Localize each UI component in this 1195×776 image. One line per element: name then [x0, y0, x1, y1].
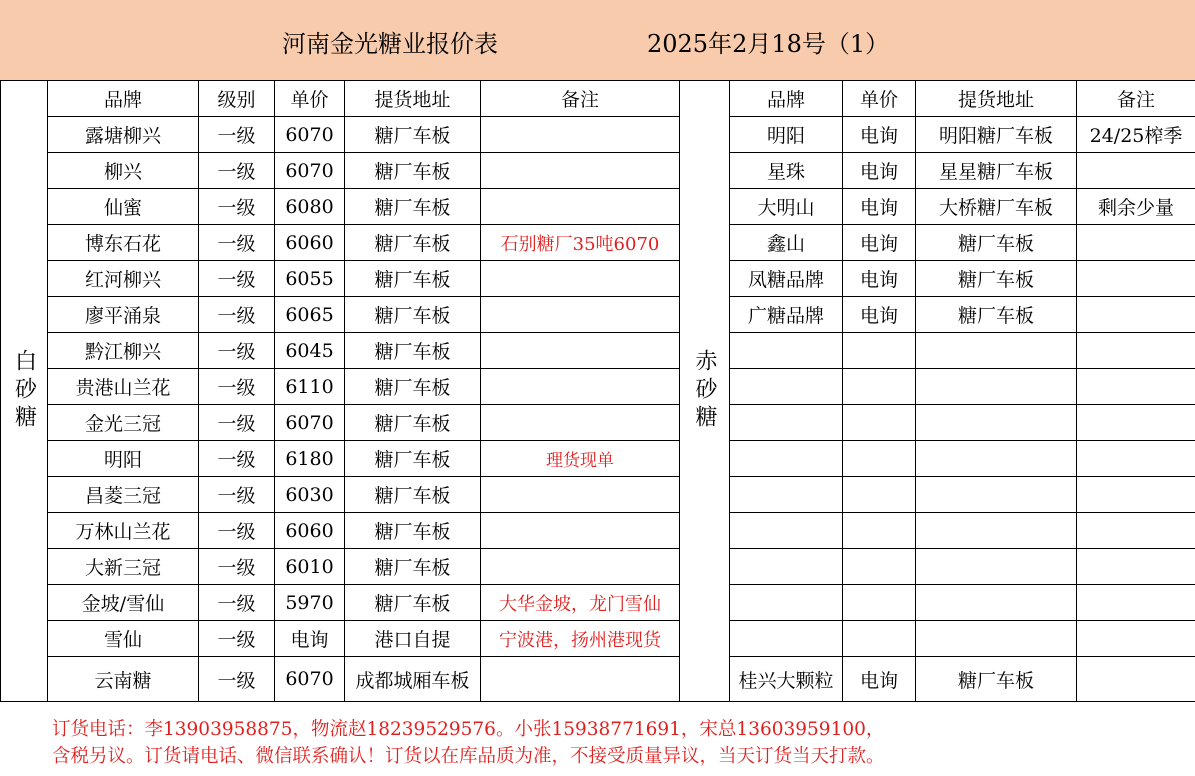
table-row: [1, 261, 1195, 297]
table-row: [1, 513, 1195, 549]
white-price: 6080: [275, 189, 345, 225]
white-grade: 一级: [199, 297, 275, 333]
table-row: [1, 405, 1195, 441]
right-header-3: 备注: [1077, 81, 1195, 117]
white-note: 理货现单: [481, 441, 680, 477]
white-pickup: 糖厂车板: [345, 549, 481, 585]
white-pickup: 糖厂车板: [345, 369, 481, 405]
white-pickup: 糖厂车板: [345, 333, 481, 369]
white-note: [481, 333, 680, 369]
red-note: [1077, 153, 1195, 189]
red-price: 电询: [843, 117, 916, 153]
white-brand: 柳兴: [48, 153, 199, 189]
white-brand: 红河柳兴: [48, 261, 199, 297]
red-brand: [730, 477, 843, 513]
red-pickup: 糖厂车板: [916, 297, 1077, 333]
red-note: [1077, 369, 1195, 405]
red-brand: 广糖品牌: [730, 297, 843, 333]
red-price: 电询: [843, 153, 916, 189]
white-note: [481, 405, 680, 441]
red-pickup: [916, 441, 1077, 477]
white-pickup: 糖厂车板: [345, 261, 481, 297]
white-price: 6060: [275, 513, 345, 549]
white-grade: 一级: [199, 117, 275, 153]
red-price: [843, 621, 916, 657]
white-grade: 一级: [199, 189, 275, 225]
red-pickup: 糖厂车板: [916, 261, 1077, 297]
white-pickup: 糖厂车板: [345, 153, 481, 189]
red-pickup: [916, 477, 1077, 513]
red-note: [1077, 441, 1195, 477]
white-grade: 一级: [199, 405, 275, 441]
red-pickup: [916, 621, 1077, 657]
red-brand: 大明山: [730, 189, 843, 225]
white-brand: 金光三冠: [48, 405, 199, 441]
white-note: [481, 477, 680, 513]
white-grade: 一级: [199, 657, 275, 702]
white-grade: 一级: [199, 225, 275, 261]
white-note: 石别糖厂35吨6070: [481, 225, 680, 261]
white-grade: 一级: [199, 513, 275, 549]
red-pickup: 糖厂车板: [916, 657, 1077, 702]
table-row: [1, 585, 1195, 621]
red-note: [1077, 405, 1195, 441]
red-note: [1077, 261, 1195, 297]
red-note: [1077, 621, 1195, 657]
white-pickup: 糖厂车板: [345, 117, 481, 153]
table-row: [1, 441, 1195, 477]
white-note: [481, 513, 680, 549]
red-pickup: [916, 513, 1077, 549]
footer-line-1: 订货电话：李13903958875，物流赵18239529576。小张15938771691，宋总13603959100，: [52, 719, 885, 740]
left-header-2: 单价: [275, 81, 345, 117]
table-row: [1, 189, 1195, 225]
red-brand: 明阳: [730, 117, 843, 153]
white-note: [481, 549, 680, 585]
white-brand: 明阳: [48, 441, 199, 477]
white-price: 电询: [275, 621, 345, 657]
red-price: [843, 405, 916, 441]
white-pickup: 糖厂车板: [345, 477, 481, 513]
white-grade: 一级: [199, 261, 275, 297]
red-brand: 凤糖品牌: [730, 261, 843, 297]
red-brand: [730, 405, 843, 441]
table-row: [1, 621, 1195, 657]
red-pickup: [916, 333, 1077, 369]
white-brand: 雪仙: [48, 621, 199, 657]
table-row: [1, 549, 1195, 585]
red-brand: 鑫山: [730, 225, 843, 261]
red-brand: [730, 621, 843, 657]
red-brand: [730, 369, 843, 405]
red-price: 电询: [843, 657, 916, 702]
white-grade: 一级: [199, 477, 275, 513]
red-note: [1077, 477, 1195, 513]
white-note: [481, 369, 680, 405]
white-price: 6070: [275, 657, 345, 702]
white-price: 6010: [275, 549, 345, 585]
white-pickup: 糖厂车板: [345, 441, 481, 477]
white-price: 6055: [275, 261, 345, 297]
left-header-0: 品牌: [48, 81, 199, 117]
red-price: [843, 369, 916, 405]
white-pickup: 糖厂车板: [345, 297, 481, 333]
white-note: [481, 297, 680, 333]
red-pickup: 糖厂车板: [916, 225, 1077, 261]
white-pickup: 糖厂车板: [345, 585, 481, 621]
left-header-1: 级别: [199, 81, 275, 117]
right-header-0: 品牌: [730, 81, 843, 117]
left-header-3: 提货地址: [345, 81, 481, 117]
red-pickup: 明阳糖厂车板: [916, 117, 1077, 153]
red-brand: [730, 333, 843, 369]
white-brand: 廖平涌泉: [48, 297, 199, 333]
title-bar: [0, 0, 1195, 81]
red-note: [1077, 549, 1195, 585]
white-price: 6045: [275, 333, 345, 369]
red-price: [843, 477, 916, 513]
white-price: 6070: [275, 405, 345, 441]
white-pickup: 成都城厢车板: [345, 657, 481, 702]
white-pickup: 港口自提: [345, 621, 481, 657]
white-price: 6070: [275, 153, 345, 189]
red-price: 电询: [843, 261, 916, 297]
red-price: [843, 333, 916, 369]
red-note: 24/25榨季: [1077, 117, 1195, 153]
red-price: 电询: [843, 297, 916, 333]
red-brand: [730, 441, 843, 477]
red-brand: [730, 513, 843, 549]
red-price: [843, 585, 916, 621]
white-brand: 仙蜜: [48, 189, 199, 225]
white-pickup: 糖厂车板: [345, 225, 481, 261]
page-title: 河南金光糖业报价表: [282, 30, 498, 58]
red-pickup: [916, 405, 1077, 441]
white-brand: 万林山兰花: [48, 513, 199, 549]
red-note: [1077, 513, 1195, 549]
table-row: [1, 657, 1195, 702]
white-price: 5970: [275, 585, 345, 621]
right-header-2: 提货地址: [916, 81, 1077, 117]
white-pickup: 糖厂车板: [345, 405, 481, 441]
white-grade: 一级: [199, 369, 275, 405]
red-note: 剩余少量: [1077, 189, 1195, 225]
white-price: 6030: [275, 477, 345, 513]
white-note: [481, 153, 680, 189]
white-brand: 大新三冠: [48, 549, 199, 585]
table-row: [1, 225, 1195, 261]
white-grade: 一级: [199, 585, 275, 621]
red-note: [1077, 297, 1195, 333]
white-brand: 露塘柳兴: [48, 117, 199, 153]
red-pickup: [916, 585, 1077, 621]
white-price: 6065: [275, 297, 345, 333]
white-price: 6060: [275, 225, 345, 261]
red-price: [843, 549, 916, 585]
red-brand: [730, 549, 843, 585]
white-note: 大华金坡，龙门雪仙: [481, 585, 680, 621]
white-grade: 一级: [199, 153, 275, 189]
left-header-4: 备注: [481, 81, 680, 117]
red-price: [843, 441, 916, 477]
white-pickup: 糖厂车板: [345, 513, 481, 549]
white-note: 宁波港，扬州港现货: [481, 621, 680, 657]
table-row: [1, 333, 1195, 369]
footer-line-2: 含税另议。订货请电话、微信联系确认！订货以在库品质为准，不接受质量异议，当天订货当天打款。: [52, 746, 885, 767]
red-pickup: [916, 369, 1077, 405]
white-brand: 黔江柳兴: [48, 333, 199, 369]
red-note: [1077, 657, 1195, 702]
table-row: [1, 369, 1195, 405]
white-brand: 博东石花: [48, 225, 199, 261]
white-brand: 金坡/雪仙: [48, 585, 199, 621]
white-note: [481, 261, 680, 297]
red-brand: [730, 585, 843, 621]
white-brand: 贵港山兰花: [48, 369, 199, 405]
white-grade: 一级: [199, 621, 275, 657]
right-header-1: 单价: [843, 81, 916, 117]
table-row: [1, 153, 1195, 189]
white-grade: 一级: [199, 441, 275, 477]
red-price: 电询: [843, 225, 916, 261]
price-table: [0, 80, 1195, 702]
red-price: [843, 513, 916, 549]
table-row: [1, 297, 1195, 333]
white-brand: 云南糖: [48, 657, 199, 702]
red-brand: 桂兴大颗粒: [730, 657, 843, 702]
white-price: 6180: [275, 441, 345, 477]
header-row: [1, 81, 1195, 117]
white-grade: 一级: [199, 549, 275, 585]
red-pickup: 星星糖厂车板: [916, 153, 1077, 189]
table-row: [1, 117, 1195, 153]
white-note: [481, 117, 680, 153]
red-pickup: 大桥糖厂车板: [916, 189, 1077, 225]
white-note: [481, 657, 680, 702]
white-price: 6070: [275, 117, 345, 153]
red-note: [1077, 585, 1195, 621]
white-grade: 一级: [199, 333, 275, 369]
white-brand: 昌菱三冠: [48, 477, 199, 513]
red-pickup: [916, 549, 1077, 585]
white-price: 6110: [275, 369, 345, 405]
white-pickup: 糖厂车板: [345, 189, 481, 225]
section-label-white: 白砂糖: [1, 81, 48, 702]
red-brand: 星珠: [730, 153, 843, 189]
table-row: [1, 477, 1195, 513]
quote-date: 2025年2月18号（1）: [647, 30, 890, 58]
red-note: [1077, 333, 1195, 369]
order-contact-info: [52, 716, 885, 770]
white-note: [481, 189, 680, 225]
red-price: 电询: [843, 189, 916, 225]
section-label-red: 赤砂糖: [680, 81, 730, 702]
red-note: [1077, 225, 1195, 261]
